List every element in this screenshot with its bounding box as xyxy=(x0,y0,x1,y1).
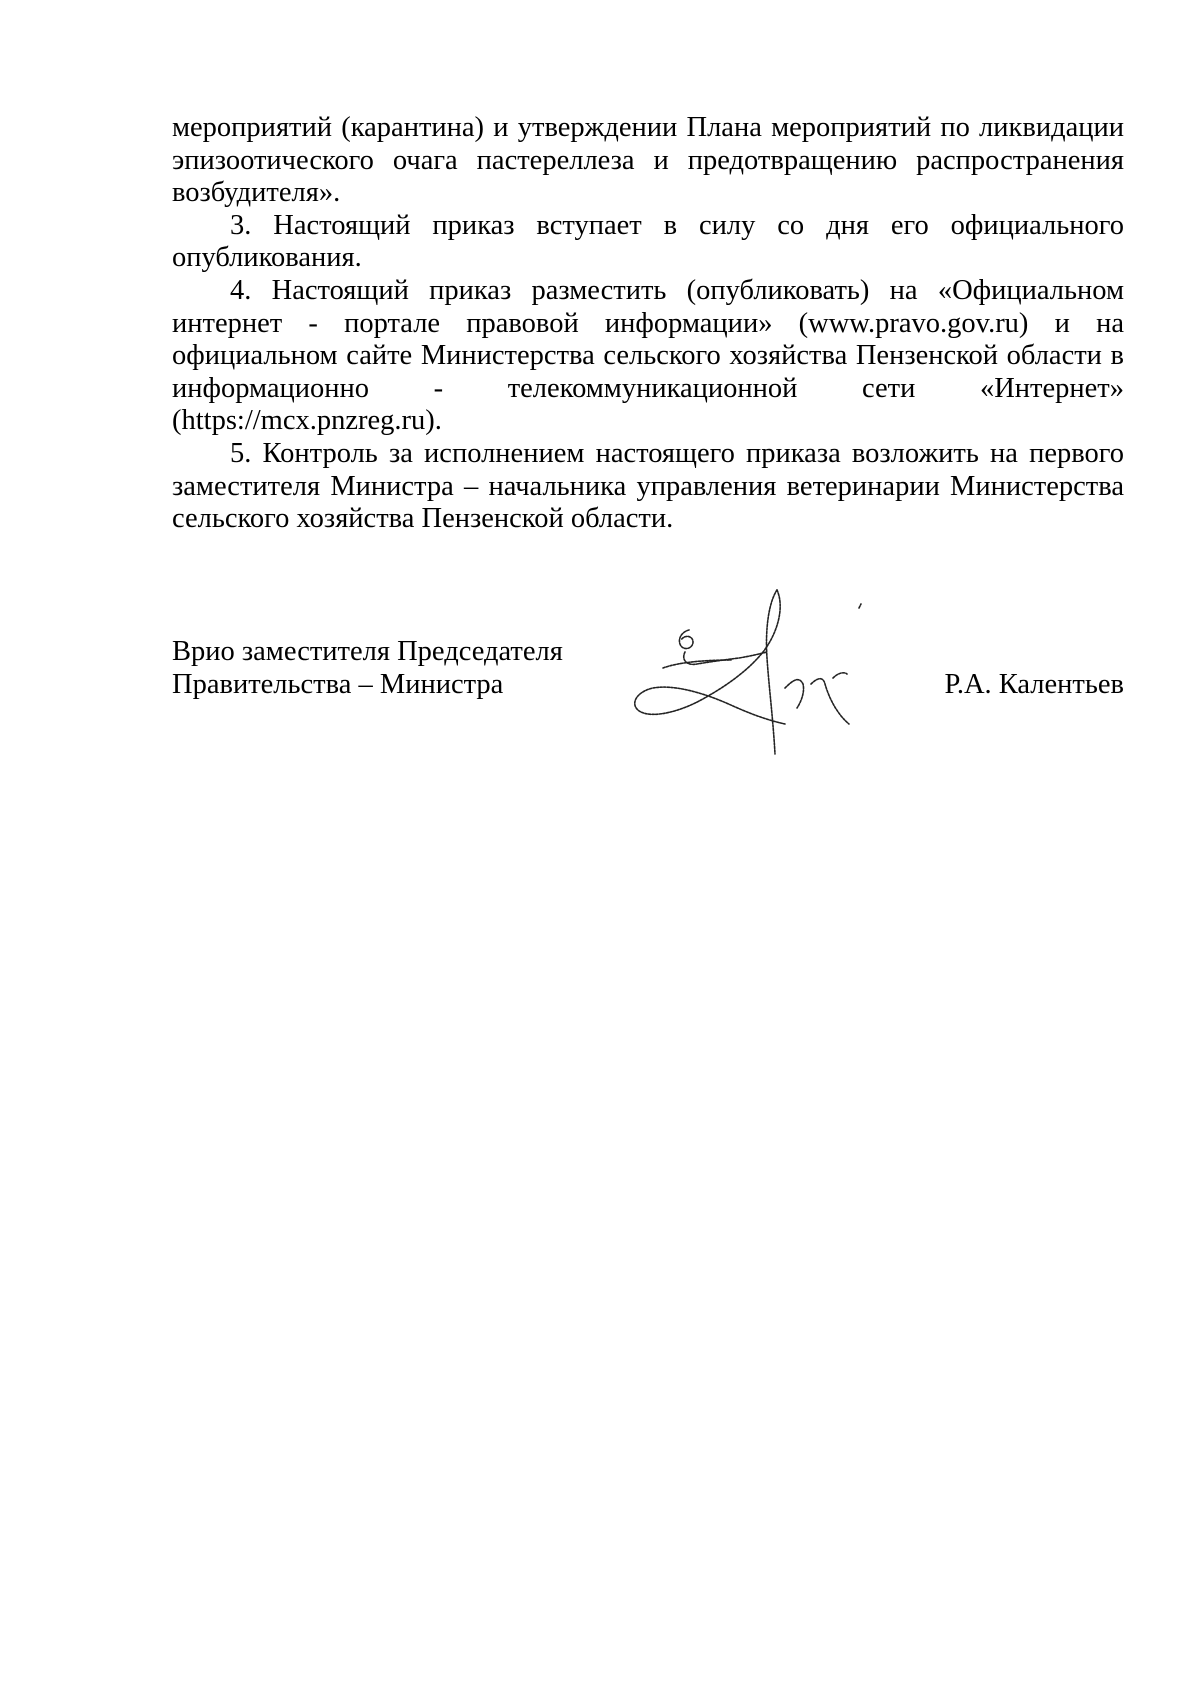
paragraph-item-4: 4. Настоящий приказ разместить (опубликовать) на «Официальном интернет - портале правовой информации» (www.pravo.gov.ru) и на официальном сайте Министерства сельского хозяйства Пензенской области в информационно - телекоммуникационной сети «Интернет» (https://mcx.pnzreg.ru). xyxy=(172,274,1124,437)
document-body xyxy=(172,112,1124,536)
signatory-title xyxy=(172,636,563,701)
signatory-title-line-2: Правительства – Министра xyxy=(172,668,504,700)
handwritten-signature xyxy=(627,588,867,756)
paragraph-continuation: мероприятий (карантина) и утверждении Плана мероприятий по ликвидации эпизоотического очага пастереллеза и предотвращению распространения возбудителя». xyxy=(172,112,1124,209)
paragraph-item-3: 3. Настоящий приказ вступает в силу со дня его официального опубликования. xyxy=(172,209,1124,274)
signatory-name: Р.А. Калентьев xyxy=(944,668,1124,700)
signatory-title-line-1: Врио заместителя Председателя xyxy=(172,636,563,667)
paragraph-item-5: 5. Контроль за исполнением настоящего приказа возложить на первого заместителя Министра – начальника управления ветеринарии Министерства сельского хозяйства Пензенской области. xyxy=(172,437,1124,535)
signature-block xyxy=(172,636,1124,756)
